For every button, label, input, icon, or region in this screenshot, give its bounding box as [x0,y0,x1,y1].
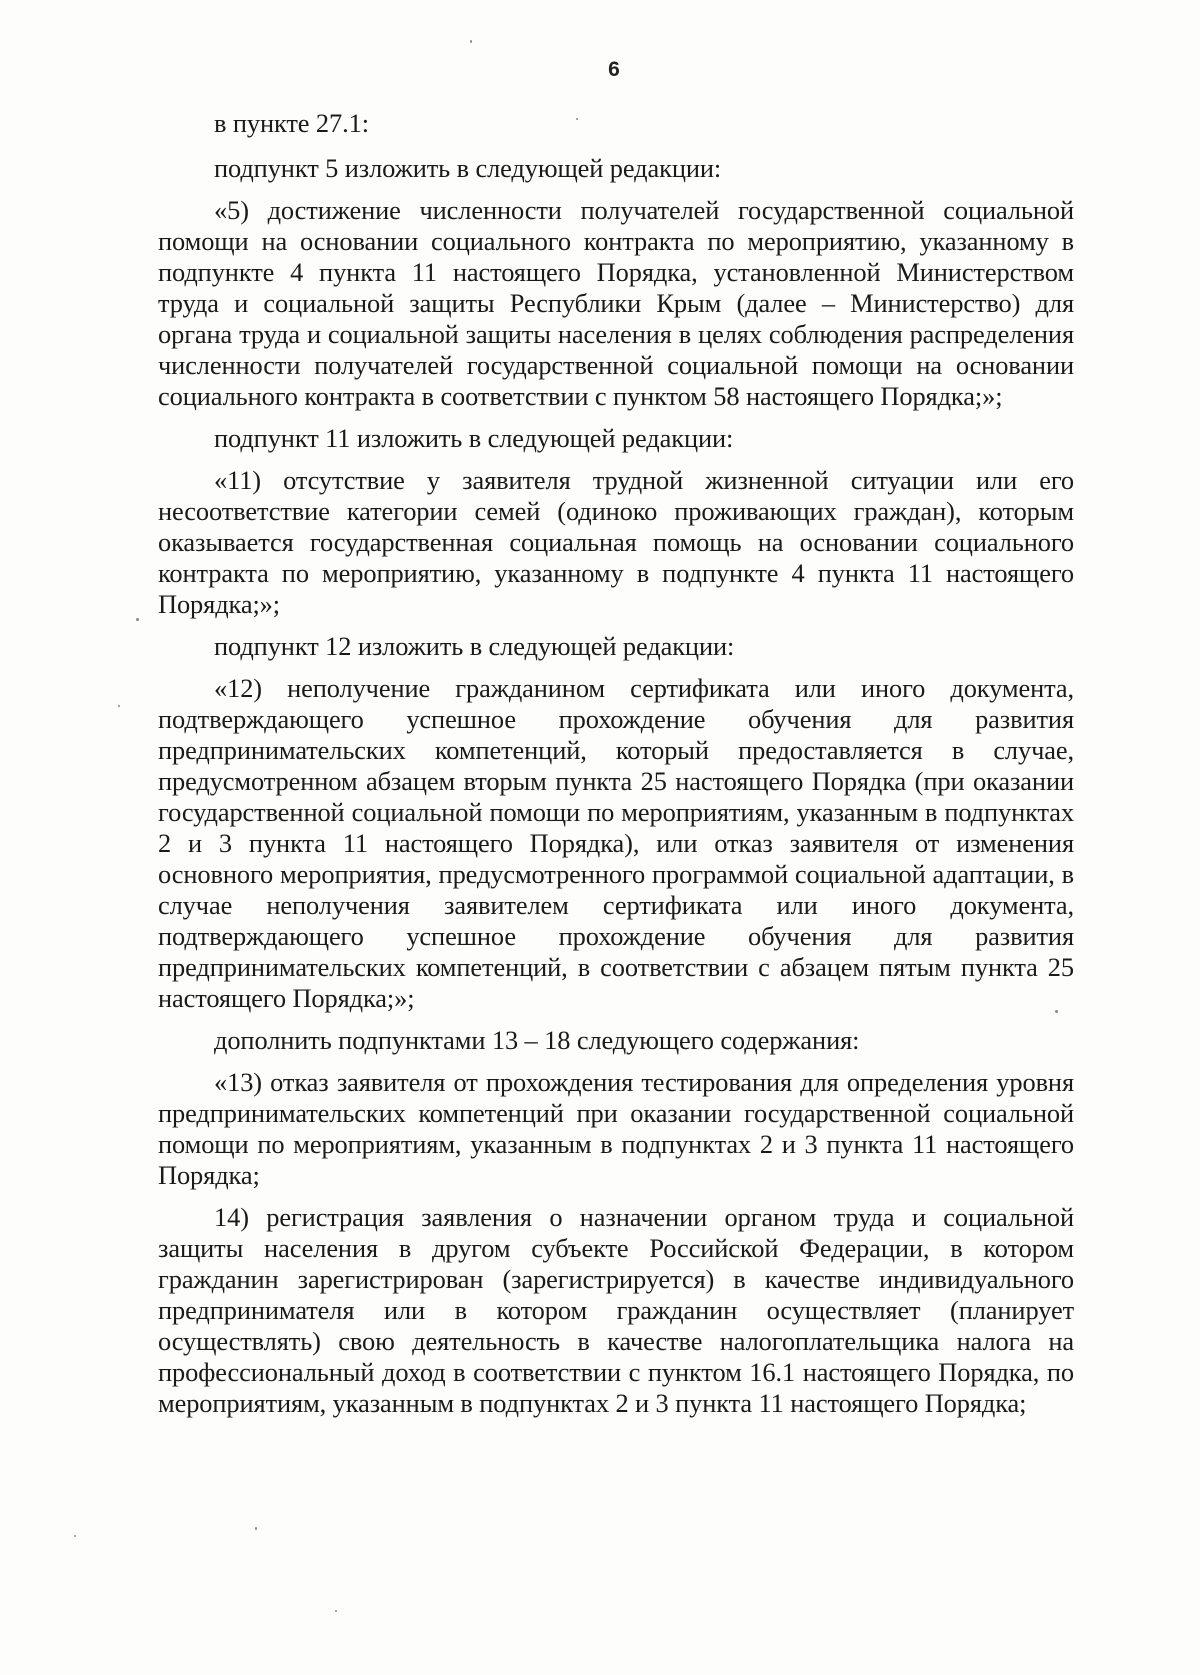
paragraph-subitem-12-text: «12) неполучение гражданином сертификата или иного документа, подтверждающего успешное прохождение обучения для развития предпринимательских компетенций, который предоставляется в случае, предусмотренном абзацем вторым пункта 25 настоящего Порядка (при оказании государственной социальной помощи по мероприятиям, указанным в подпунктах 2 и 3 пункта 11 настоящего Порядка), или отказ заявителя от изменения основного мероприятия, предусмотренного программой социальной адаптации, в случае неполучения заявителем сертификата или иного документа, подтверждающего успешное прохождение обучения для развития предпринимательских компетенций, в соответствии с абзацем пятым пункта 25 настоящего Порядка;»; [158,673,1074,1013]
paragraph-intro: в пункте 27.1: [214,108,369,138]
scan-speck [255,1527,257,1530]
scan-speck [118,705,120,707]
scan-speck [335,1610,337,1612]
scan-speck [74,1535,76,1537]
paragraph-subitem-14-text: 14) регистрация заявления о назначении органом труда и социальной защиты населения в другом субъекте Российской Федерации, в котором гражданин зарегистрирован (зарегистрируется) в качестве индивидуального предпринимателя или в котором гражданин осуществляет (планирует осуществлять) свою деятельность в качестве налогоплательщика налога на профессиональный доход в соответствии с пунктом 16.1 настоящего Порядка, по мероприятиям, указанным в подпунктах 2 и 3 пункта 11 настоящего Порядка; [158,1202,1074,1418]
document-body [158,108,1074,1430]
scan-speck [470,40,472,43]
paragraph-subitem-5-text: «5) достижение численности получателей государственной социальной помощи на основании социального контракта по мероприятию, указанному в подпункте 4 пункта 11 настоящего Порядка, установленной Министерством труда и социальной защиты Республики Крым (далее – Министерство) для органа труда и социальной защиты населения в целях соблюдения распределения численности получателей государственной социальной помощи на основании социального контракта в соответствии с пунктом 58 настоящего Порядка;»; [158,195,1074,411]
paragraph-subitem-13-text: «13) отказ заявителя от прохождения тестирования для определения уровня предпринимательских компетенций при оказании государственной социальной помощи по мероприятиям, указанным в подпунктах 2 и 3 пункта 11 настоящего Порядка; [158,1067,1074,1190]
scan-speck [1055,1010,1058,1013]
scan-speck [136,618,139,621]
scan-speck [576,118,578,120]
paragraph-subitem-12-heading: подпункт 12 изложить в следующей редакции: [214,631,735,661]
paragraph-add-subitems-heading: дополнить подпунктами 13 – 18 следующего содержания: [214,1025,860,1055]
paragraph-subitem-11-heading: подпункт 11 изложить в следующей редакции: [214,423,734,453]
paragraph-subitem-11-text: «11) отсутствие у заявителя трудной жизненной ситуации или его несоответствие категории семей (одиноко проживающих граждан), которым оказывается государственная социальная помощь на основании социального контракта по мероприятию, указанному в подпункте 4 пункта 11 настоящего Порядка;»; [158,465,1074,619]
paragraph-subitem-5-heading: подпункт 5 изложить в следующей редакции: [214,153,722,183]
page-number: 6 [608,58,620,81]
